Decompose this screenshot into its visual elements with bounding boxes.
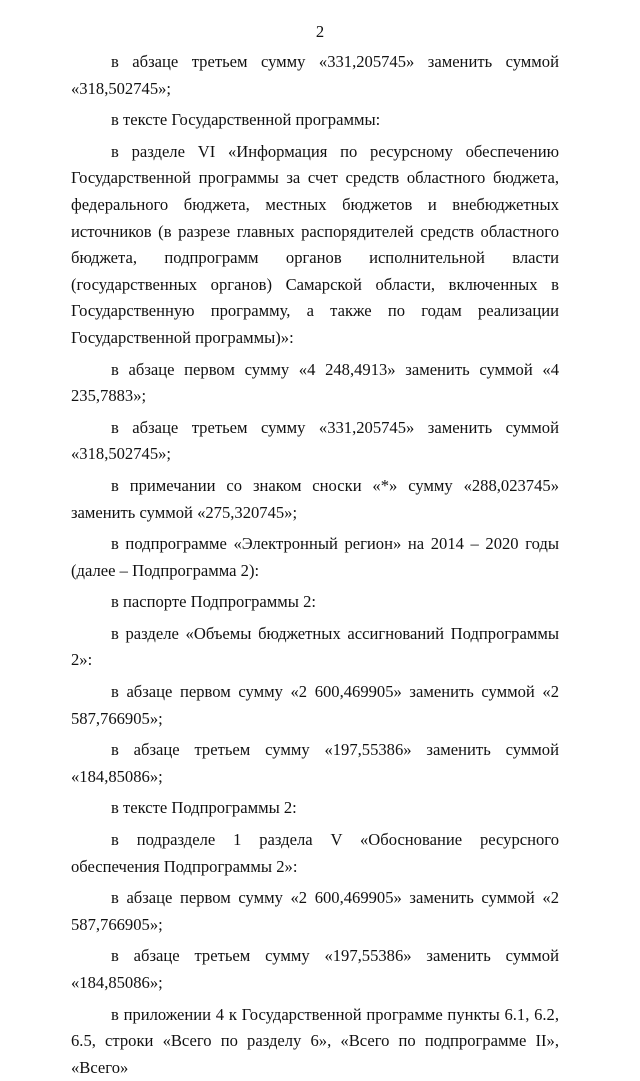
paragraph: в абзаце первом сумму «2 600,469905» заменить суммой «2 587,766905»; — [71, 888, 559, 934]
paragraph: в тексте Подпрограммы 2: — [111, 798, 297, 818]
page-number: 2 — [315, 22, 325, 41]
paragraph: в тексте Государственной программы: — [111, 110, 381, 130]
paragraph: в абзаце третьем сумму «331,205745» заменить суммой «318,502745»; — [71, 52, 559, 98]
paragraph: в абзаце первом сумму «2 600,469905» заменить суммой «2 587,766905»; — [71, 682, 559, 728]
paragraph: в абзаце первом сумму «4 248,4913» заменить суммой «4 235,7883»; — [71, 359, 559, 406]
paragraph: в разделе «Объемы бюджетных ассигнований Подпрограммы 2»: — [71, 623, 559, 670]
paragraph: в разделе VI «Информация по ресурсному обеспечению Государственной программы за счет средств областного бюджета, федерального бюджета, местных бюджетов и внебюджетных источников (в разрезе главных распорядителей средств областного бюджета, подпрограмм органов исполнительной власти (государственных органов) Самарской области, включенных в Государственную программу, а также по годам реализации Государственной программы)»: — [71, 141, 559, 347]
paragraph: в подразделе 1 раздела V «Обоснование ресурсного обеспечения Подпрограммы 2»: — [71, 830, 559, 876]
paragraph: в паспорте Подпрограммы 2: — [111, 592, 317, 612]
paragraph: в абзаце третьем сумму «197,55386» заменить суммой «184,85086»; — [71, 946, 559, 992]
paragraph: в абзаце третьем сумму «331,205745» заменить суммой «318,502745»; — [71, 417, 559, 464]
paragraph: в примечании со знаком сноски «*» сумму «288,023745» заменить суммой «275,320745»; — [71, 475, 559, 522]
document-body — [71, 49, 559, 1081]
paragraph: в подпрограмме «Электронный регион» на 2014 – 2020 годы (далее – Подпрограмма 2): — [71, 534, 559, 580]
paragraph: в приложении 4 к Государственной программе пункты 6.1, 6.2, 6.5, строки «Всего по разделу 6», «Всего по подпрограмме II», «Всего» — [71, 1004, 559, 1077]
paragraph: в абзаце третьем сумму «197,55386» заменить суммой «184,85086»; — [71, 740, 559, 786]
